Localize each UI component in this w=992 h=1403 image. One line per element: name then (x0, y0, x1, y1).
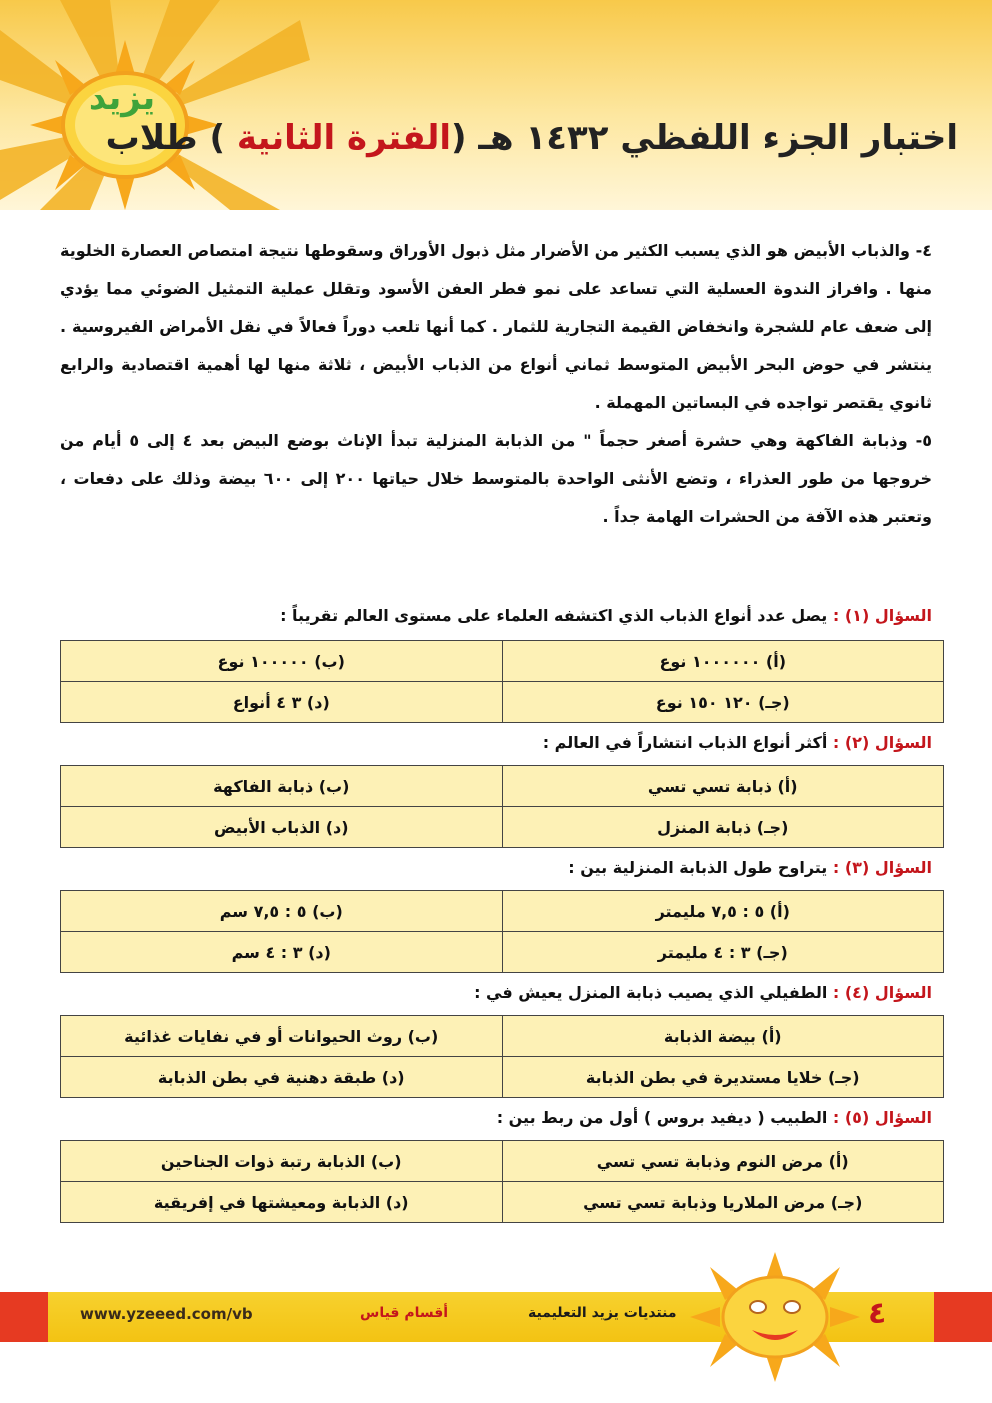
question-1-label: السؤال (١) : (832, 606, 932, 625)
passage-paragraph-1: ٤- والذباب الأبيض هو الذي يسبب الكثير من الأضرار مثل ذبول الأوراق وسقوطها نتيجة امتصاص العصارة الخلوية منها . وافراز الندوة العسلية التي تساعد على نمو فطر العفن الأسود وتقلل عملية التمثيل الضوئي مما يؤدي إلى ضعف عام للشجرة وانخفاض القيمة التجارية للثمار . كما أنها تلعب دوراً فعالاً في نقل الأمراض الفيروسية . ينتشر في حوض البحر الأبيض المتوسط ثماني أنواع من الذباب الأبيض ، ثلاثة منها لها أهمية اقتصادية والرابع ثانوي يقتصر تواجده في البساتين المهملة . (60, 241, 932, 412)
question-1-options (60, 640, 944, 723)
reading-passage (60, 232, 932, 536)
footer-forum-name: منتديات يزيد التعليمية (528, 1305, 677, 1321)
question-1 (60, 606, 932, 625)
question-5-label: السؤال (٥) : (832, 1108, 932, 1127)
footer-url-link[interactable]: www.yzeeed.com/vb (80, 1305, 253, 1323)
q5-option-c: (جـ) مرض الملاريا وذبابة تسي تسي (502, 1182, 944, 1223)
q1-option-a: (أ) ١٠٠٠٠٠٠ نوع (502, 641, 944, 682)
question-2 (60, 733, 932, 752)
footer-edge-right (934, 1292, 992, 1342)
title-part2: ) طلاب (105, 118, 237, 158)
q4-option-a: (أ) بيضة الذبابة (502, 1016, 944, 1057)
footer-section-label: أقسام قياس (360, 1305, 449, 1321)
q1-option-b: (ب) ١٠٠٠٠٠ نوع (61, 641, 503, 682)
question-3-label: السؤال (٣) : (832, 858, 932, 877)
title-part1: اختبار الجزء اللفظي ١٤٣٢ هـ ( (451, 118, 958, 158)
question-2-options (60, 765, 944, 848)
page-number: ٤ (868, 1296, 887, 1331)
q4-option-b: (ب) روث الحيوانات أو في نفايات غذائية (61, 1016, 503, 1057)
question-5-text: الطبيب ( ديفيد بروس ) أول من ربط بين : (496, 1108, 833, 1127)
question-5-options (60, 1140, 944, 1223)
question-1-text: يصل عدد أنواع الذباب الذي اكتشفه العلماء على مستوى العالم تقريباً : (280, 606, 833, 625)
q3-option-c: (جـ) ٣ : ٤ مليمتر (502, 932, 944, 973)
q4-option-c: (جـ) خلايا مستديرة في بطن الذبابة (502, 1057, 944, 1098)
q2-option-a: (أ) ذبابة تسي تسي (502, 766, 944, 807)
q3-option-d: (د) ٣ : ٤ سم (61, 932, 503, 973)
footer-sun-icon (690, 1252, 860, 1382)
question-3-text: يتراوح طول الذبابة المنزلية بين : (568, 858, 833, 877)
question-4-options (60, 1015, 944, 1098)
q2-option-c: (جـ) ذبابة المنزل (502, 807, 944, 848)
logo-text: يزيد (88, 78, 156, 118)
question-4-label: السؤال (٤) : (832, 983, 932, 1002)
question-4 (60, 983, 932, 1002)
question-4-text: الطفيلي الذي يصيب ذبابة المنزل يعيش في : (474, 983, 833, 1002)
q1-option-c: (جـ) ١٢٠ ١٥٠ نوع (502, 682, 944, 723)
passage-paragraph-2: ٥- وذبابة الفاكهة وهي حشرة أصغر حجماً " من الذبابة المنزلية تبدأ الإناث بوضع البيض بعد ٤ إلى ٥ أيام من خروجها من طور العذراء ، وتضع الأنثى الواحدة بالمتوسط خلال حياتها ٢٠٠ إلى ٦٠٠ بيضة وذلك على دفعات ، وتعتبر هذه الآفة من الحشرات الهامة جداً . (60, 431, 933, 526)
title-highlight: الفترة الثانية (236, 118, 452, 158)
page-title (106, 118, 958, 158)
question-2-label: السؤال (٢) : (832, 733, 932, 752)
q5-option-b: (ب) الذبابة رتبة ذوات الجناحين (61, 1141, 503, 1182)
q1-option-d: (د) ٣ ٤ أنواع (61, 682, 503, 723)
q3-option-a: (أ) ٥ : ٧,٥ مليمتر (502, 891, 944, 932)
question-3-options (60, 890, 944, 973)
question-5 (60, 1108, 932, 1127)
footer-edge-left (0, 1292, 48, 1342)
q3-option-b: (ب) ٥ : ٧,٥ سم (61, 891, 503, 932)
page-header (0, 0, 992, 210)
q4-option-d: (د) طبقة دهنية في بطن الذبابة (61, 1057, 503, 1098)
question-3 (60, 858, 932, 877)
question-2-text: أكثر أنواع الذباب انتشاراً في العالم : (542, 733, 833, 752)
q2-option-d: (د) الذباب الأبيض (61, 807, 503, 848)
q5-option-d: (د) الذبابة ومعيشتها في إفريقية (61, 1182, 503, 1223)
q5-option-a: (أ) مرض النوم وذبابة تسي تسي (502, 1141, 944, 1182)
q2-option-b: (ب) ذبابة الفاكهة (61, 766, 503, 807)
